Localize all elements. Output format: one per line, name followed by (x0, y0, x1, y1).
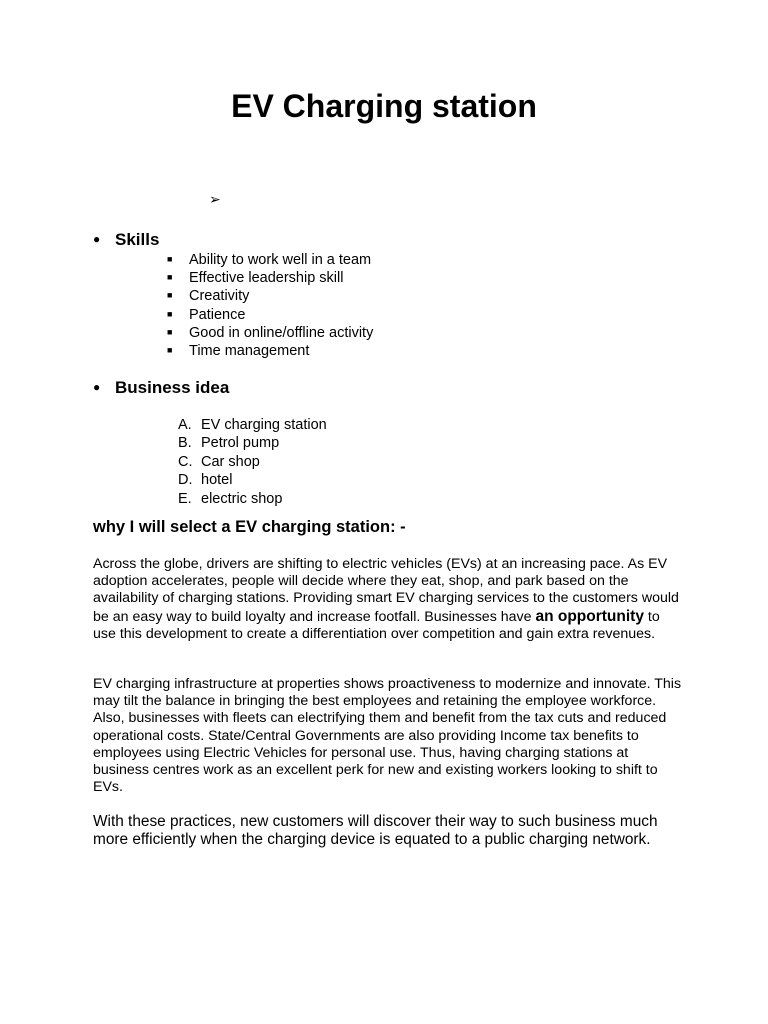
skills-list (167, 250, 373, 359)
list-marker: C. (178, 453, 193, 470)
list-item (178, 490, 327, 508)
list-item-text: Creativity (189, 288, 250, 305)
list-item (178, 453, 327, 471)
list-item (167, 323, 373, 341)
list-item-text: Time management (189, 342, 310, 359)
list-item (167, 341, 373, 359)
list-item-text: electric shop (201, 490, 283, 507)
list-item (178, 471, 327, 489)
square-bullet-icon: ■ (167, 272, 173, 283)
business-idea-heading-label: Business idea (115, 378, 230, 397)
paragraph-3: With these practices, new customers will discover their way to such business much more efficiently when the charging device is equated to a public charging network. (93, 813, 658, 849)
list-item-text: Good in online/offline activity (189, 324, 374, 341)
list-item (167, 250, 373, 268)
paragraph-1-emphasis: an opportunity (535, 607, 644, 625)
bullet-dot-icon: ● (93, 380, 101, 394)
square-bullet-icon: ■ (167, 326, 173, 337)
list-item-text: Petrol pump (201, 435, 280, 452)
list-item (167, 286, 373, 304)
list-marker: E. (178, 490, 192, 507)
paragraph-1 (93, 556, 683, 643)
business-idea-heading (93, 377, 229, 398)
skills-heading (93, 229, 159, 250)
paragraph-2: EV charging infrastructure at properties shows proactiveness to modernize and innovate. This may tilt the balance in bringing the best employees and retaining the employee workforce. Also, businesses with fleets can electrifying them and benefit from the tax cuts and reduced operational costs. State/Central Governments are also providing Income tax benefits to employees using Electric Vehicles for personal use. Thus, having charging stations at business centres work as an excellent perk for new and existing workers looking to shift to EVs. (93, 676, 682, 796)
paragraph-1-start: Across the globe, drivers are shifting to electric vehicles (EVs) at an increasing pace. As EV adoption accelerates, people will decide where they eat, shop, and park based on the availability of charging stations. Providing smart EV charging services to the customers would be an easy way to build loyalty and increase footfall. Businesses have (93, 556, 679, 625)
square-bullet-icon: ■ (167, 290, 173, 301)
list-item-text: Effective leadership skill (189, 270, 344, 287)
business-idea-list (178, 416, 327, 508)
list-item (167, 305, 373, 323)
list-item-text: Patience (189, 306, 246, 323)
list-item (178, 434, 327, 452)
list-item-text: EV charging station (201, 417, 327, 433)
list-marker: A. (178, 417, 192, 433)
list-item (178, 416, 327, 434)
square-bullet-icon: ■ (167, 344, 173, 355)
bullet-dot-icon: ● (93, 232, 101, 246)
square-bullet-icon: ■ (167, 254, 173, 264)
document-title: EV Charging station (231, 88, 537, 124)
square-bullet-icon: ■ (167, 308, 173, 319)
list-marker: D. (178, 472, 193, 489)
list-item-text: Ability to work well in a team (189, 252, 372, 268)
list-item-text: Car shop (201, 453, 260, 470)
list-item-text: hotel (201, 472, 233, 489)
skills-heading-label: Skills (115, 230, 160, 249)
why-heading: why I will select a EV charging station: - (93, 518, 406, 536)
paragraph-1-end: to use this development to create a differentiation over competition and gain extra revenues. (93, 608, 660, 642)
list-marker: B. (178, 435, 192, 452)
arrow-bullet-icon: ➢ (209, 191, 221, 207)
list-item (167, 268, 373, 286)
